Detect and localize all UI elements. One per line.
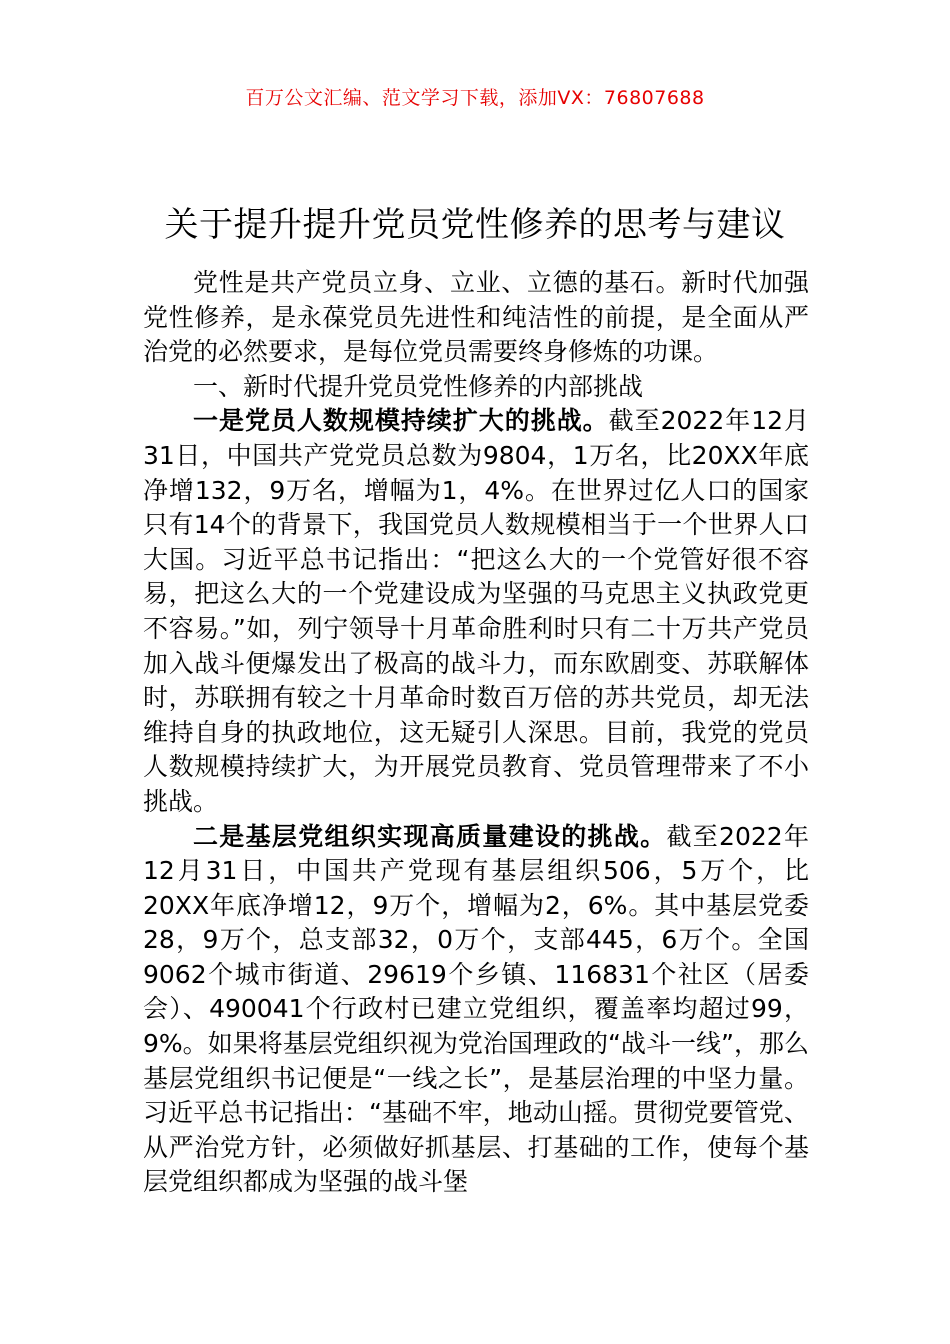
paragraph-1 [143,404,809,819]
document-body [143,266,809,1200]
paragraph-2 [143,820,809,1201]
paragraph-2-body: 截至2022年12月31日，中国共产党现有基层组织506，5万个，比20XX年底净增12，9万个，增幅为2，6%。其中基层党委28，9万个，总支部32，0万个，支部445，6万个。全国9062个城市街道、29619个乡镇、116831个社区（居委会）、490041个行政村已建立党组织，覆盖率均超过99，9%。如果将基层党组织视为党治国理政的“战斗一线”，那么基层党组织书记便是“一线之长”，是基层治理的中坚力量。习近平总书记指出：“基础不牢，地动山摇。贯彻党要管党、从严治党方针，必须做好抓基层、打基础的工作，使每个基层党组织都成为坚强的战斗堡 [143,821,809,1197]
intro-paragraph: 党性是共产党员立身、立业、立德的基石。新时代加强党性修养，是永葆党员先进性和纯洁性的前提，是全面从严治党的必然要求，是每位党员需要终身修炼的功课。 [143,268,809,367]
paragraph-2-lead: 二是基层党组织实现高质量建设的挑战。 [193,821,667,851]
document-title: 关于提升提升党员党性修养的思考与建议 [164,204,786,245]
paragraph-1-body: 截至2022年12月31日，中国共产党党员总数为9804，1万名，比20XX年底净增132，9万名，增幅为1，4%。在世界过亿人口的国家只有14个的背景下，我国党员人数规模相当于一个世界人口大国。习近平总书记指出：“把这么大的一个党管好很不容易，把这么大的一个党建设成为坚强的马克思主义执政党更不容易。”如，列宁领导十月革命胜利时只有二十万共产党员加入战斗便爆发出了极高的战斗力，而东欧剧变、苏联解体时，苏联拥有较之十月革命时数百万倍的苏共党员，却无法维持自身的执政地位，这无疑引人深思。目前，我党的党员人数规模持续扩大，为开展党员教育、党员管理带来了不小挑战。 [143,406,809,816]
section-heading: 一、新时代提升党员党性修养的内部挑战 [193,371,644,401]
paragraph-1-lead: 一是党员人数规模持续扩大的挑战。 [193,406,609,436]
header-note: 百万公文汇编、范文学习下载，添加VX：76807688 [245,87,705,109]
